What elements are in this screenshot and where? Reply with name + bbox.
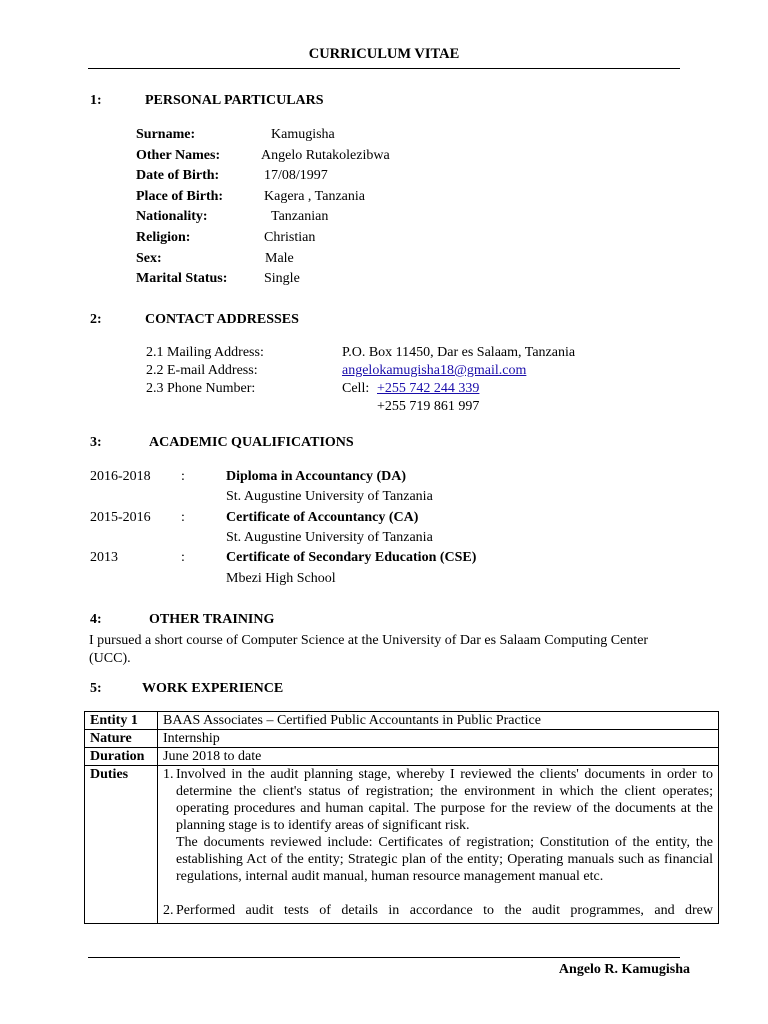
academic-institution-3: Mbezi High School bbox=[226, 571, 336, 586]
duty-text-1: Involved in the audit planning stage, whereby I reviewed the clients' documents in order to determine the client's status of registration; the environment in which the client operates; operating procedures and human capital. The purpose for the review of the documents at the planning stage is to identify areas of significant risk. bbox=[176, 767, 713, 833]
section-4-number: 4: bbox=[90, 612, 102, 627]
place-of-birth-label: Place of Birth: bbox=[136, 189, 224, 204]
surname-label: Surname: bbox=[136, 127, 196, 142]
duty-item-1 bbox=[163, 766, 713, 885]
entity-value: BAAS Associates – Certified Public Accountants in Public Practice bbox=[158, 712, 719, 730]
training-text: I pursued a short course of Computer Science at the University of Dar es Salaam Computing Center (UCC). bbox=[89, 633, 649, 666]
section-4-heading: OTHER TRAINING bbox=[149, 612, 275, 627]
duty-item-2 bbox=[163, 902, 713, 919]
academic-institution-2: St. Augustine University of Tanzania bbox=[226, 530, 433, 545]
duration-label: Duration bbox=[85, 748, 158, 766]
marital-status-label: Marital Status: bbox=[136, 271, 228, 286]
duty-text-2: Performed audit tests of details in accordance to the audit programmes, and drew bbox=[176, 903, 713, 918]
section-5-heading: WORK EXPERIENCE bbox=[142, 681, 284, 696]
academic-qualification-1: Diploma in Accountancy (DA) bbox=[226, 469, 407, 484]
section-2-number: 2: bbox=[90, 312, 102, 327]
date-of-birth-value: 17/08/1997 bbox=[264, 168, 328, 183]
mailing-address-value: P.O. Box 11450, Dar es Salaam, Tanzania bbox=[342, 345, 576, 360]
nationality-label: Nationality: bbox=[136, 209, 208, 224]
marital-status-value: Single bbox=[264, 271, 300, 286]
religion-value: Christian bbox=[264, 230, 316, 245]
email-address-label: 2.2 E-mail Address: bbox=[146, 363, 258, 378]
nature-label: Nature bbox=[85, 730, 158, 748]
table-row bbox=[85, 748, 719, 766]
entity-label: Entity 1 bbox=[85, 712, 158, 730]
other-names-value: Angelo Rutakolezibwa bbox=[261, 148, 390, 163]
duty-text-1b: The documents reviewed include: Certificates of registration; Constitution of the entity, the establishing Act of the entity; Strategic plan of the entity; Operating manuals such as financial regulations, internal audit manual, human resource management manual etc. bbox=[176, 835, 713, 884]
work-experience-table bbox=[84, 711, 719, 924]
table-row bbox=[85, 730, 719, 748]
duties-cell bbox=[158, 766, 719, 924]
academic-qualification-2: Certificate of Accountancy (CA) bbox=[226, 510, 419, 525]
section-3-heading: ACADEMIC QUALIFICATIONS bbox=[149, 435, 354, 450]
footer-name: Angelo R. Kamugisha bbox=[558, 962, 690, 977]
surname-value: Kamugisha bbox=[271, 127, 335, 142]
email-link[interactable]: angelokamugisha18@gmail.com bbox=[342, 363, 527, 378]
academic-institution-1: St. Augustine University of Tanzania bbox=[226, 489, 433, 504]
academic-years-2: 2015-2016 bbox=[90, 510, 151, 525]
date-of-birth-label: Date of Birth: bbox=[136, 168, 220, 183]
section-2-heading: CONTACT ADDRESSES bbox=[145, 312, 299, 327]
section-1-number: 1: bbox=[90, 93, 102, 108]
duties-label: Duties bbox=[85, 766, 158, 924]
title-divider bbox=[88, 68, 680, 69]
nationality-value: Tanzanian bbox=[271, 209, 329, 224]
nature-value: Internship bbox=[158, 730, 719, 748]
section-5-number: 5: bbox=[90, 681, 102, 696]
academic-separator-1: : bbox=[181, 469, 185, 484]
document-title: CURRICULUM VITAE bbox=[308, 46, 460, 62]
duty-number-2: 2. bbox=[163, 903, 174, 918]
sex-label: Sex: bbox=[136, 251, 162, 266]
religion-label: Religion: bbox=[136, 230, 191, 245]
section-3-number: 3: bbox=[90, 435, 102, 450]
duration-value: June 2018 to date bbox=[158, 748, 719, 766]
table-row bbox=[85, 712, 719, 730]
footer-divider bbox=[88, 957, 680, 958]
academic-years-3: 2013 bbox=[90, 550, 118, 565]
section-1-heading: PERSONAL PARTICULARS bbox=[145, 93, 324, 108]
phone-number-label: 2.3 Phone Number: bbox=[146, 381, 256, 396]
academic-years-1: 2016-2018 bbox=[90, 469, 151, 484]
phone-number-2: +255 719 861 997 bbox=[377, 399, 480, 414]
sex-value: Male bbox=[265, 251, 294, 266]
mailing-address-label: 2.1 Mailing Address: bbox=[146, 345, 264, 360]
duty-number-1: 1. bbox=[163, 767, 174, 782]
place-of-birth-value: Kagera , Tanzania bbox=[264, 189, 365, 204]
other-names-label: Other Names: bbox=[136, 148, 221, 163]
phone-link-1[interactable]: +255 742 244 339 bbox=[377, 381, 480, 396]
academic-separator-2: : bbox=[181, 510, 185, 525]
table-row bbox=[85, 766, 719, 924]
academic-qualification-3: Certificate of Secondary Education (CSE) bbox=[226, 550, 477, 565]
academic-separator-3: : bbox=[181, 550, 185, 565]
cell-prefix: Cell: bbox=[342, 381, 370, 396]
